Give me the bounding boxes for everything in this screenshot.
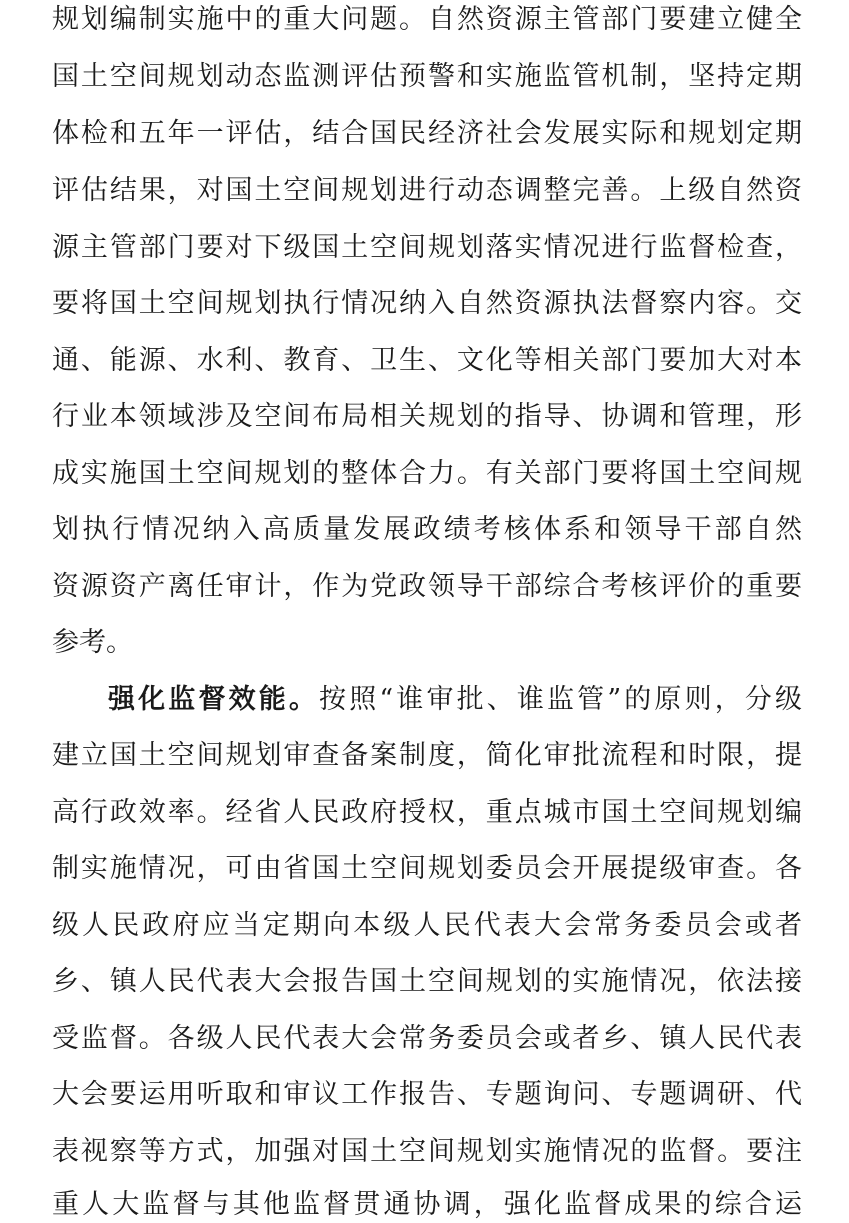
text-line: 资源资产离任审计，作为党政领导干部综合考核评价的重要 [52, 571, 802, 602]
text-line: 大会要运用听取和审议工作报告、专题询问、专题调研、代 [52, 1079, 802, 1110]
text-line: 重人大监督与其他监督贯通协调，强化监督成果的综合运 [52, 1189, 802, 1220]
paragraph-first-line [108, 682, 802, 718]
text-line: 建立国土空间规划审查备案制度，简化审批流程和时限，提 [52, 740, 802, 771]
text-line: 规划编制实施中的重大问题。自然资源主管部门要建立健全 [52, 4, 802, 35]
text-line: 划执行情况纳入高质量发展政绩考核体系和领导干部自然 [52, 514, 802, 545]
text-line: 要将国土空间规划执行情况纳入自然资源执法督察内容。交 [52, 288, 802, 319]
paragraph-first-line-text: 按照“谁审批、谁监管”的原则，分级 [319, 684, 803, 715]
text-line: 级人民政府应当定期向本级人民代表大会常务委员会或者 [52, 910, 802, 941]
text-line: 行业本领域涉及空间布局相关规划的指导、协调和管理，形 [52, 401, 802, 432]
text-line: 乡、镇人民代表大会报告国土空间规划的实施情况，依法接 [52, 966, 802, 997]
text-line: 源主管部门要对下级国土空间规划落实情况进行监督检查， [52, 232, 802, 263]
text-line: 参考。 [52, 627, 133, 658]
text-line: 国土空间规划动态监测评估预警和实施监管机制，坚持定期 [52, 61, 802, 92]
text-line: 高行政效率。经省人民政府授权，重点城市国土空间规划编 [52, 797, 802, 828]
text-line: 成实施国土空间规划的整体合力。有关部门要将国土空间规 [52, 458, 802, 489]
text-line: 表视察等方式，加强对国土空间规划实施情况的监督。要注 [52, 1136, 802, 1167]
text-line: 体检和五年一评估，结合国民经济社会发展实际和规划定期 [52, 118, 802, 149]
text-line: 评估结果，对国土空间规划进行动态调整完善。上级自然资 [52, 175, 802, 206]
text-line: 制实施情况，可由省国土空间规划委员会开展提级审查。各 [52, 853, 802, 884]
text-line: 通、能源、水利、教育、卫生、文化等相关部门要加大对本 [52, 345, 802, 376]
paragraph-heading: 强化监督效能。 [108, 684, 320, 715]
text-line: 受监督。各级人民代表大会常务委员会或者乡、镇人民代表 [52, 1023, 802, 1054]
